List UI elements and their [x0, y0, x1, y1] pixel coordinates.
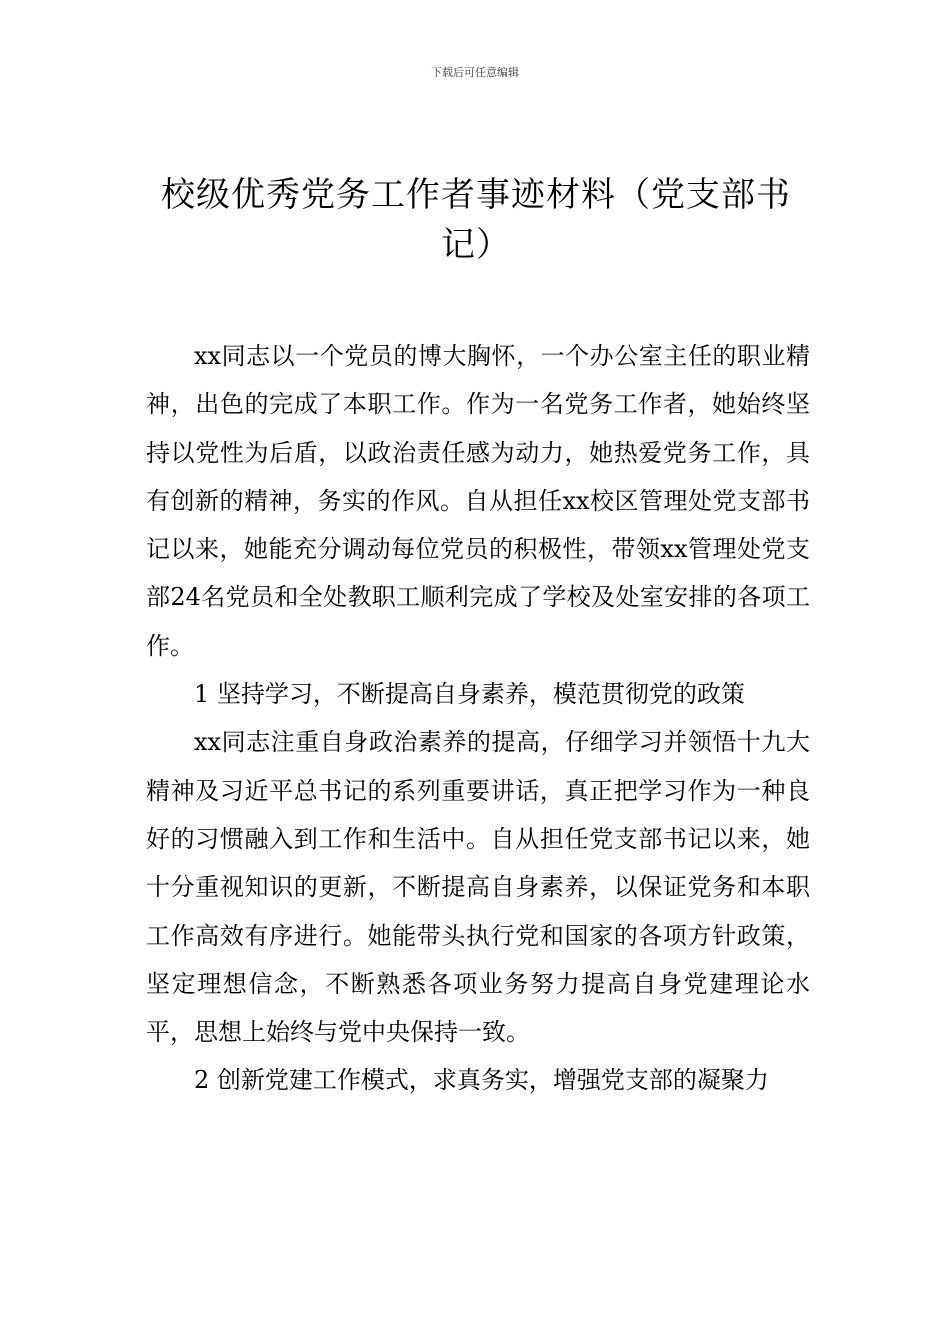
document-title: 校级优秀党务工作者事迹材料（党支部书记）: [161, 175, 791, 265]
header-note: 下载后可任意编辑: [431, 66, 519, 79]
section-heading-1: 1 坚持学习，不断提高自身素养，模范贯彻党的政策: [194, 680, 745, 709]
paragraph-section-1: xx同志注重自身政治素养的提高，仔细学习并领悟十九大精神及习近平总书记的系列重要讲话，真正把学习作为一种良好的习惯融入到工作和生活中。自从担任党支部书记以来，她十分重视知识的更新，不断提高自身素养，以保证党务和本职工作高效有序进行。她能带头执行党和国家的各项方针政策，坚定理想信念，不断熟悉各项业务努力提高自身党建理论水平，思想上始终与党中央保持一致。: [146, 728, 810, 1047]
paragraph-intro: xx同志以一个党员的博大胸怀，一个办公室主任的职业精神，出色的完成了本职工作。作为一名党务工作者，她始终坚持以党性为后盾，以政治责任感为动力，她热爱党务工作，具有创新的精神，务实的作风。自从担任xx校区管理处党支部书记以来，她能充分调动每位党员的积极性，带领xx管理处党支部24名党员和全处教职工顺利完成了学校及处室安排的各项工作。: [146, 342, 810, 660]
document-body: [146, 332, 810, 1105]
section-heading-2: 2 创新党建工作模式，求真务实，增强党支部的凝聚力: [194, 1066, 769, 1095]
